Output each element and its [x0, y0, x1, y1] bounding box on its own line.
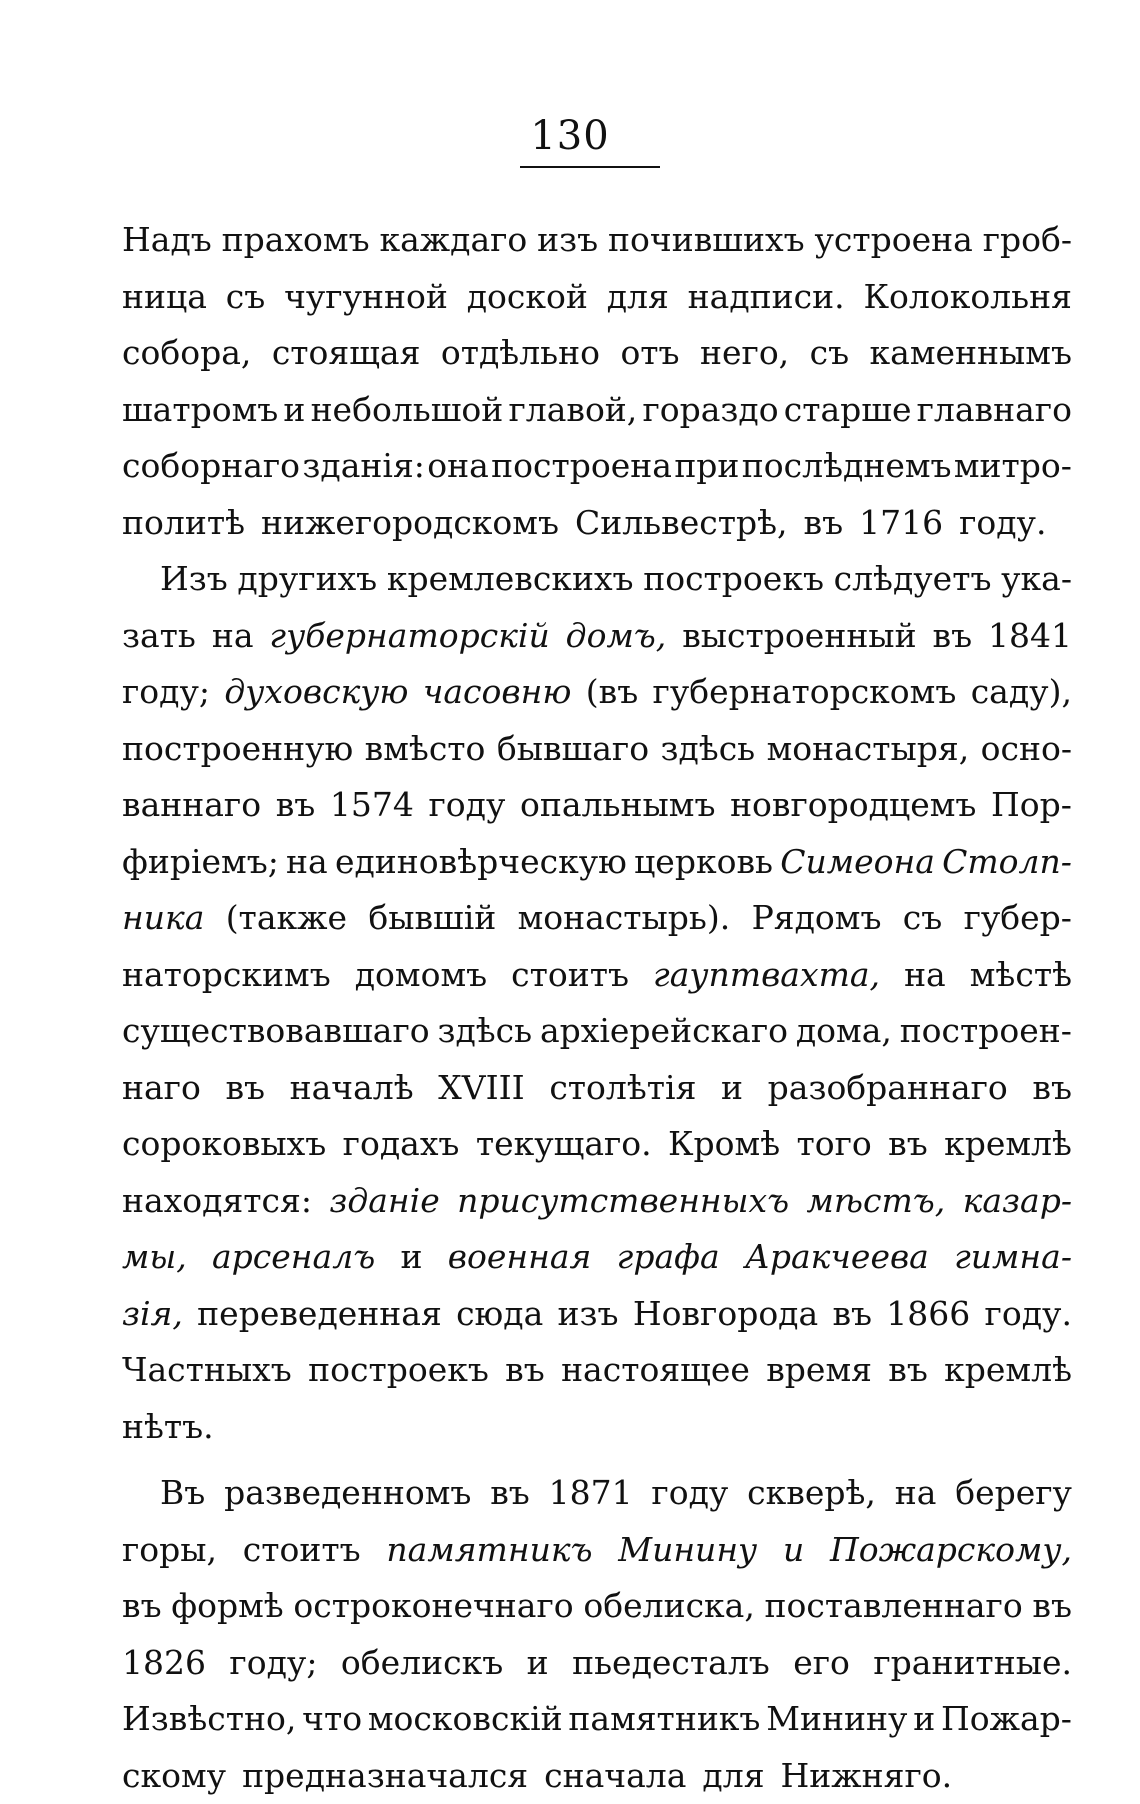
text-line — [122, 325, 1072, 382]
word: разведенномъ — [224, 1465, 471, 1522]
word: нижегородскомъ — [261, 495, 559, 552]
word: переведенная — [197, 1286, 442, 1343]
word: съ — [903, 890, 942, 947]
word: Частныхъ — [122, 1342, 292, 1399]
word: годахъ — [343, 1116, 460, 1173]
word: на — [904, 947, 946, 1004]
word: поставленнаго — [765, 1578, 1023, 1635]
word: Минину — [766, 1691, 907, 1748]
word: каменнымъ — [870, 325, 1072, 382]
word: въ — [276, 777, 316, 834]
italic-word: и — [783, 1522, 804, 1579]
text-line — [122, 890, 1072, 947]
word: текущаго. — [476, 1116, 652, 1173]
word: осно- — [981, 721, 1072, 778]
text-line — [122, 1286, 1072, 1343]
word: главой, — [508, 382, 637, 439]
text-line — [122, 551, 1072, 608]
word: XVIII — [438, 1060, 524, 1117]
word: здѣсь — [660, 721, 755, 778]
word: него, — [700, 325, 789, 382]
word: монастырь). — [518, 890, 731, 947]
word: построекъ — [643, 551, 824, 608]
word: домомъ — [355, 947, 487, 1004]
italic-word: памятникъ — [386, 1522, 592, 1579]
word: гранитные. — [873, 1635, 1072, 1692]
word: послѣднемъ — [742, 438, 952, 495]
word: фиріемъ; — [122, 834, 279, 891]
word: 1866 — [886, 1286, 970, 1343]
word: кремлѣ — [944, 1342, 1072, 1399]
word: стоитъ — [243, 1522, 361, 1579]
italic-word: мѣстъ, — [807, 1173, 946, 1230]
word: наторскимъ — [122, 947, 331, 1004]
italic-word: военная — [448, 1229, 592, 1286]
word: началѣ — [290, 1060, 414, 1117]
italic-word: присутственныхъ — [457, 1173, 789, 1230]
word: сороковыхъ — [122, 1116, 326, 1173]
word: (также — [226, 890, 347, 947]
word: ука- — [1001, 551, 1072, 608]
word: здѣсь — [437, 1003, 532, 1060]
page-number-rule — [520, 166, 660, 168]
word: кремлѣ — [944, 1116, 1072, 1173]
word: наго — [122, 1060, 201, 1117]
word: построенную — [122, 721, 353, 778]
text-line — [122, 947, 1072, 1004]
word: въ — [122, 1578, 162, 1635]
word: прахомъ — [222, 212, 370, 269]
word: съ — [810, 325, 849, 382]
italic-word: казар- — [963, 1173, 1072, 1230]
word: горы, — [122, 1522, 217, 1579]
text-line — [122, 1635, 1072, 1692]
italic-word: Симеона — [780, 834, 935, 891]
italic-word: гимна- — [954, 1229, 1072, 1286]
italic-word: зія, — [122, 1286, 183, 1343]
text-line — [122, 721, 1072, 778]
italic-word: Минину — [618, 1522, 757, 1579]
word: Новгорода — [633, 1286, 818, 1343]
word: памятникъ — [568, 1691, 760, 1748]
word: году — [651, 1465, 728, 1522]
word: сначала — [544, 1748, 686, 1804]
word: губер- — [964, 890, 1072, 947]
italic-word: арсеналъ — [212, 1229, 375, 1286]
word: 1716 — [859, 495, 943, 552]
paragraph-gap — [122, 1455, 1072, 1465]
italic-word: Столп- — [942, 834, 1072, 891]
word: политѣ — [122, 495, 245, 552]
text-line — [122, 1578, 1072, 1635]
word: выстроенный — [682, 608, 916, 665]
word: гораздо — [642, 382, 778, 439]
word: построена — [491, 438, 672, 495]
text-line — [122, 1116, 1072, 1173]
word: Пор- — [991, 777, 1072, 834]
word: скверѣ, — [747, 1465, 876, 1522]
text-line — [122, 1229, 1072, 1286]
word: другихъ — [237, 551, 377, 608]
word: гроб- — [983, 212, 1072, 269]
word: обелиска, — [583, 1578, 755, 1635]
word: монастыря, — [767, 721, 970, 778]
word: и — [283, 382, 305, 439]
word: въ — [505, 1342, 545, 1399]
word: Нижняго. — [781, 1748, 953, 1804]
word: Сильвестрѣ, — [575, 495, 788, 552]
word: Пожар- — [941, 1691, 1072, 1748]
word: въ — [888, 1342, 928, 1399]
word: митро- — [954, 438, 1072, 495]
word: Надъ — [122, 212, 212, 269]
word: на — [286, 834, 328, 891]
word: ваннаго — [122, 777, 261, 834]
word: и — [527, 1635, 549, 1692]
word: Кромѣ — [668, 1116, 780, 1173]
word: скому — [122, 1748, 226, 1804]
word: настоящее — [561, 1342, 750, 1399]
word: для — [702, 1748, 764, 1804]
word: году. — [959, 495, 1046, 552]
italic-word: духовскую — [224, 664, 408, 721]
word: бывшій — [368, 890, 496, 947]
text-line — [122, 1748, 1072, 1804]
word: въ — [888, 1116, 928, 1173]
word: слѣдуетъ — [834, 551, 992, 608]
word: изъ — [558, 1286, 619, 1343]
text-line — [122, 777, 1072, 834]
word: и — [721, 1060, 743, 1117]
italic-word: часовню — [423, 664, 572, 721]
word: мѣстѣ — [970, 947, 1072, 1004]
word: предназначался — [242, 1748, 528, 1804]
word: каждаго — [379, 212, 527, 269]
word: Изъ — [160, 551, 228, 608]
italic-word: графа — [617, 1229, 720, 1286]
word: году; — [122, 664, 210, 721]
word: губернаторскомъ — [653, 664, 957, 721]
word: въ — [225, 1060, 265, 1117]
text-line — [122, 1003, 1072, 1060]
word: церковь — [634, 834, 773, 891]
word: берегу — [955, 1465, 1072, 1522]
word: надписи. — [688, 269, 845, 326]
word: Въ — [160, 1465, 205, 1522]
word: въ — [490, 1465, 530, 1522]
word: съ — [226, 269, 265, 326]
word: чугунной — [284, 269, 448, 326]
word: зать — [122, 608, 196, 665]
word: архіерейскаго — [540, 1003, 788, 1060]
word: соборнаго — [122, 438, 300, 495]
italic-word: губернаторскій — [269, 608, 549, 665]
word: построекъ — [308, 1342, 489, 1399]
italic-word: Аракчеева — [745, 1229, 929, 1286]
word: въ — [933, 608, 973, 665]
word: отдѣльно — [441, 325, 600, 382]
word: формѣ — [171, 1578, 283, 1635]
italic-word: Пожарскому, — [830, 1522, 1072, 1579]
word: (въ — [586, 664, 638, 721]
word: время — [766, 1342, 872, 1399]
text-line — [122, 608, 1072, 665]
word: зданія: — [302, 438, 424, 495]
word: московскій — [368, 1691, 563, 1748]
word: Извѣстно, — [122, 1691, 296, 1748]
word: отъ — [620, 325, 679, 382]
word: устроена — [814, 212, 972, 269]
text-line — [122, 834, 1072, 891]
text-line — [122, 1173, 1072, 1230]
word: бывшаго — [497, 721, 649, 778]
word: для — [607, 269, 669, 326]
word: въ — [804, 495, 844, 552]
word: въ — [1032, 1578, 1072, 1635]
text-line — [122, 1399, 1072, 1456]
text-line — [122, 212, 1072, 269]
word: на — [212, 608, 254, 665]
word: стоитъ — [511, 947, 629, 1004]
word: кремлевскихъ — [387, 551, 634, 608]
word: году — [429, 777, 506, 834]
word: опальнымъ — [520, 777, 715, 834]
word: ница — [122, 269, 207, 326]
word: Рядомъ — [752, 890, 882, 947]
word: шатромъ — [122, 382, 278, 439]
text-line — [122, 1465, 1072, 1522]
word: нѣтъ. — [122, 1399, 214, 1456]
word: что — [302, 1691, 362, 1748]
word: разобраннаго — [768, 1060, 1008, 1117]
word: дома, — [796, 1003, 892, 1060]
word: при — [674, 438, 739, 495]
word: 1574 — [330, 777, 414, 834]
word: единовѣрческую — [335, 834, 627, 891]
text-line — [122, 664, 1072, 721]
word: его — [793, 1635, 850, 1692]
word: и — [913, 1691, 935, 1748]
word: обелискъ — [341, 1635, 503, 1692]
word: собора, — [122, 325, 251, 382]
word: пьедесталъ — [572, 1635, 770, 1692]
italic-word: гауптвахта, — [653, 947, 880, 1004]
word: почившихъ — [608, 212, 805, 269]
word: новгородцемъ — [730, 777, 976, 834]
text-line — [122, 1342, 1072, 1399]
word: существовавшаго — [122, 1003, 430, 1060]
word: и — [401, 1229, 423, 1286]
word: 1871 — [549, 1465, 633, 1522]
word: Колокольня — [863, 269, 1071, 326]
word: небольшой — [311, 382, 504, 439]
word: саду), — [971, 664, 1072, 721]
word: на — [895, 1465, 937, 1522]
word: году; — [229, 1635, 317, 1692]
word: столѣтія — [549, 1060, 696, 1117]
italic-word: мы, — [122, 1229, 187, 1286]
word: остроконечнаго — [293, 1578, 573, 1635]
word: изъ — [537, 212, 598, 269]
page-number: 130 — [0, 108, 1140, 164]
word: въ — [1032, 1060, 1072, 1117]
word: 1841 — [988, 608, 1072, 665]
text-line — [122, 438, 1072, 495]
word: построен- — [900, 1003, 1072, 1060]
word: старше — [784, 382, 912, 439]
word: главнаго — [917, 382, 1072, 439]
text-line — [122, 1060, 1072, 1117]
text-line — [122, 1691, 1072, 1748]
word: году. — [985, 1286, 1072, 1343]
word: въ — [832, 1286, 872, 1343]
word: 1826 — [122, 1635, 206, 1692]
word: стоящая — [272, 325, 421, 382]
word: находятся: — [122, 1173, 312, 1230]
text-line — [122, 1522, 1072, 1579]
word: доской — [467, 269, 588, 326]
word: она — [427, 438, 489, 495]
word: того — [797, 1116, 872, 1173]
italic-word: домъ, — [566, 608, 667, 665]
text-line — [122, 269, 1072, 326]
italic-word: зданіе — [329, 1173, 439, 1230]
text-line — [122, 382, 1072, 439]
text-line — [122, 495, 1072, 552]
word: сюда — [456, 1286, 543, 1343]
body-text — [122, 212, 1072, 1804]
italic-word: ника — [122, 890, 204, 947]
word: вмѣсто — [365, 721, 486, 778]
